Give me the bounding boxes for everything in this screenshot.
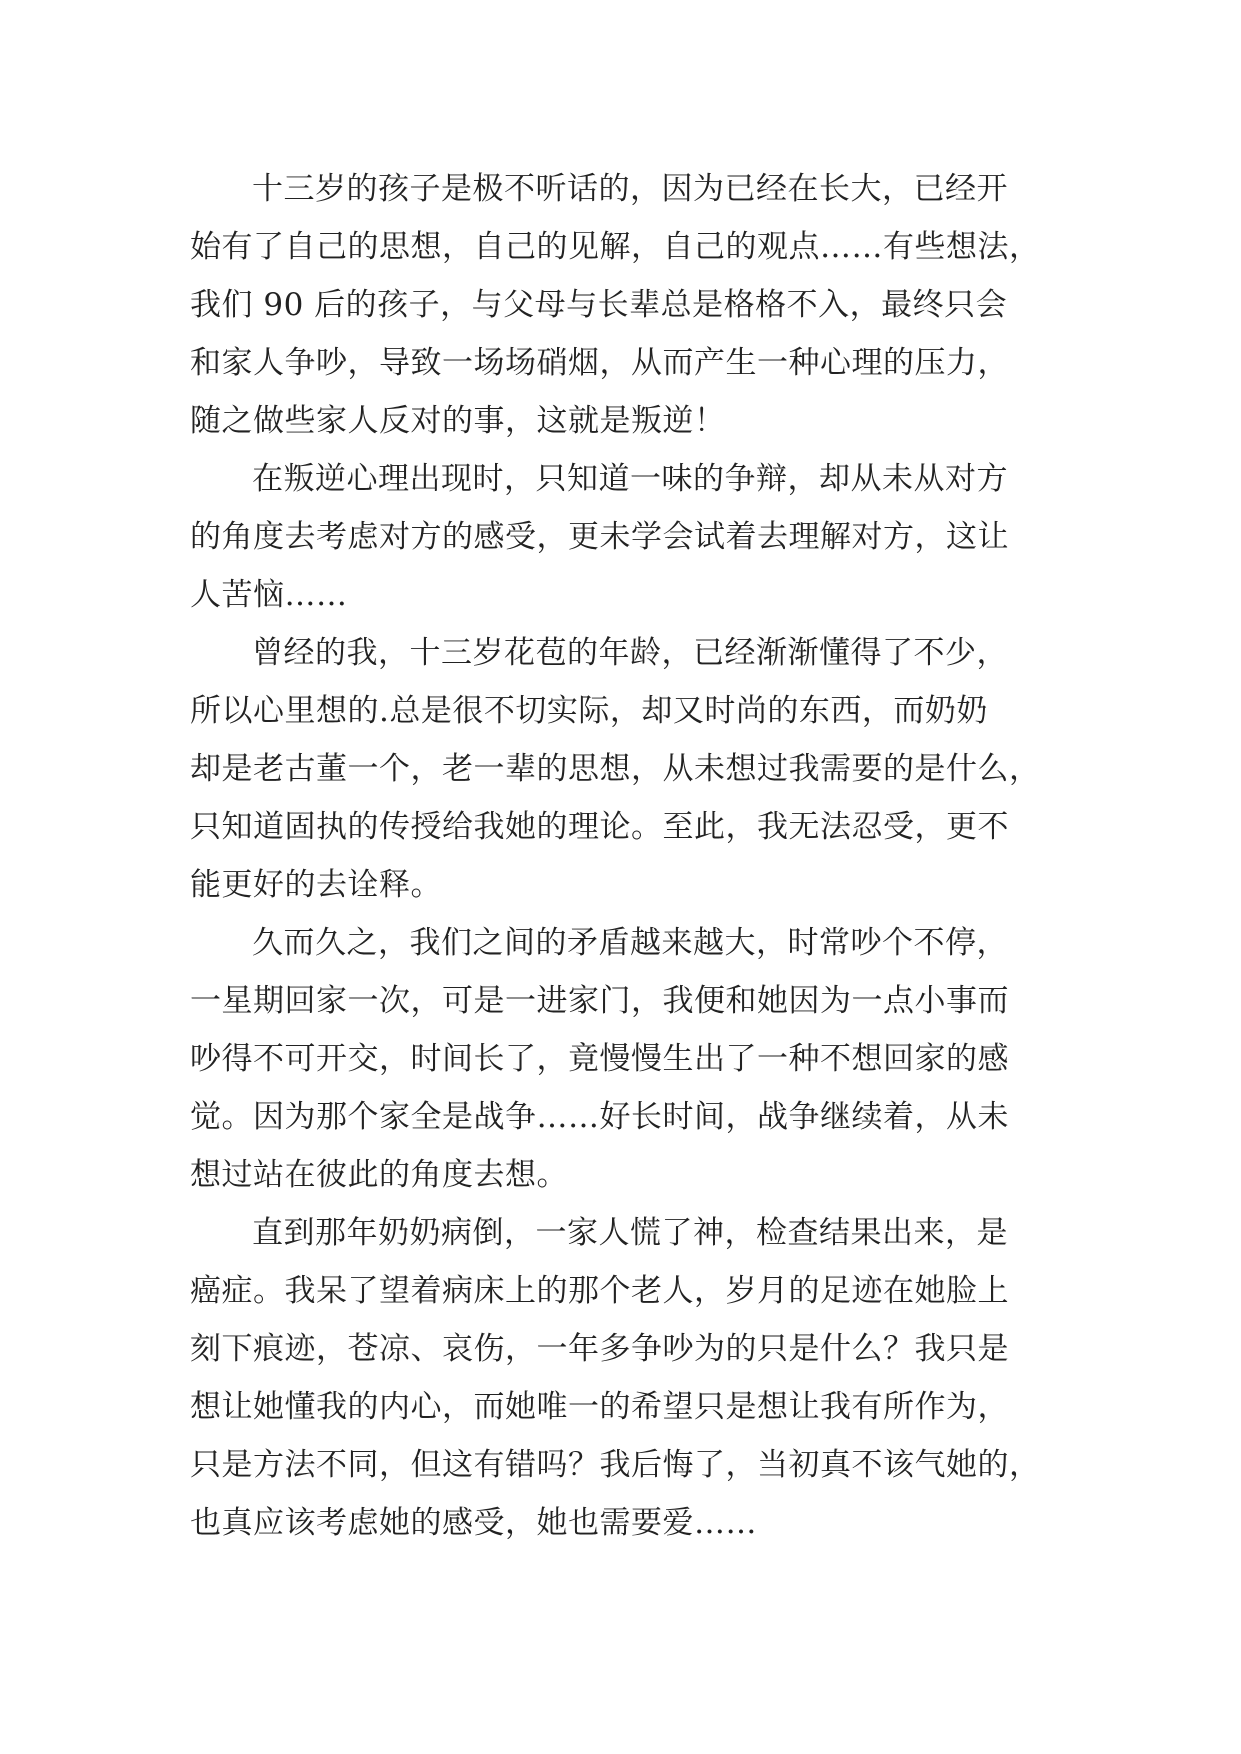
text-line: 人苦恼…… bbox=[190, 577, 348, 613]
text-line: 一星期回家一次，可是一进家门，我便和她因为一点小事而 bbox=[190, 983, 1009, 1019]
text-line: 始有了自己的思想，自己的见解，自己的观点……有些想法， bbox=[190, 229, 1041, 265]
text-line: 刻下痕迹，苍凉、哀伤，一年多争吵为的只是什么？我只是 bbox=[190, 1331, 1009, 1367]
text-line: 想过站在彼此的角度去想。 bbox=[190, 1157, 568, 1193]
text-line: 所以心里想的.总是很不切实际，却又时尚的东西，而奶奶 bbox=[190, 693, 988, 729]
text-line: 的角度去考虑对方的感受，更未学会试着去理解对方，这让 bbox=[190, 519, 1009, 555]
text-line: 癌症。我呆了望着病床上的那个老人，岁月的足迹在她脸上 bbox=[190, 1273, 1009, 1309]
text-line: 觉。因为那个家全是战争……好长时间，战争继续着，从未 bbox=[190, 1099, 1009, 1135]
paragraph-1 bbox=[190, 160, 1065, 450]
text-line: 直到那年奶奶病倒，一家人慌了神，检查结果出来，是 bbox=[252, 1215, 1008, 1251]
essay-body bbox=[190, 160, 1065, 1552]
text-line: 只是方法不同，但这有错吗？我后悔了，当初真不该气她的， bbox=[190, 1447, 1041, 1483]
text-line: 我们 90 后的孩子，与父母与长辈总是格格不入，最终只会 bbox=[190, 287, 1008, 323]
text-line: 吵得不可开交，时间长了，竟慢慢生出了一种不想回家的感 bbox=[190, 1041, 1009, 1077]
text-line: 随之做些家人反对的事，这就是叛逆！ bbox=[190, 403, 726, 439]
text-line: 也真应该考虑她的感受，她也需要爱…… bbox=[190, 1505, 757, 1541]
paragraph-4 bbox=[190, 914, 1065, 1204]
text-line: 能更好的去诠释。 bbox=[190, 867, 442, 903]
paragraph-2 bbox=[190, 450, 1065, 624]
text-line: 只知道固执的传授给我她的理论。至此，我无法忍受，更不 bbox=[190, 809, 1009, 845]
text-line: 和家人争吵，导致一场场硝烟，从而产生一种心理的压力， bbox=[190, 345, 1009, 381]
text-line: 十三岁的孩子是极不听话的，因为已经在长大，已经开 bbox=[252, 171, 1008, 207]
text-line: 却是老古董一个，老一辈的思想，从未想过我需要的是什么， bbox=[190, 751, 1041, 787]
paragraph-5 bbox=[190, 1204, 1065, 1552]
text-line: 想让她懂我的内心，而她唯一的希望只是想让我有所作为， bbox=[190, 1389, 1009, 1425]
text-line: 曾经的我，十三岁花苞的年龄，已经渐渐懂得了不少， bbox=[252, 635, 1008, 671]
paragraph-3 bbox=[190, 624, 1065, 914]
text-line: 在叛逆心理出现时，只知道一味的争辩，却从未从对方 bbox=[252, 461, 1008, 497]
text-line: 久而久之，我们之间的矛盾越来越大，时常吵个不停， bbox=[252, 925, 1008, 961]
